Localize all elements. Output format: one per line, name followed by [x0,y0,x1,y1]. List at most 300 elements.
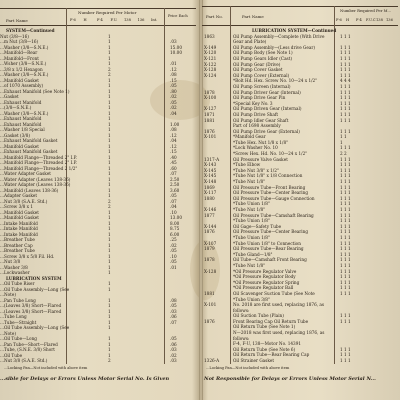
part-name: SYSTEM—Continued [6,28,55,33]
part-name: follows: [233,335,250,341]
part-name: *Tube Hex. Nut 1/8 x 1/8" [233,139,289,145]
quantity: 1 [108,116,111,121]
quantity: 1 1 1 [340,67,351,73]
part-name: *Screw Hex. Hd. No. 10—24 x 1/2" [233,151,308,157]
part-name: *Tube Gland—1/8" [233,251,273,257]
part-number: X-145 [204,173,217,179]
part-name: Oil Pressure Tube—Gauge Connection [233,195,315,201]
part-name: Oil Pump Assembly—(Less drive Gear) [233,44,315,50]
part-name: ...Water Adapter (Leaves 138-36) [0,182,71,187]
price: .05 [170,303,177,308]
part-name: ...Gasket [0,94,19,99]
left-page [0,4,199,396]
part-number: X-101 [204,302,217,308]
part-name: ...Water Adapter Gasket [0,171,51,176]
part-number: 1876 [204,128,215,134]
left-footer: ...sible for Delays or Errors Unless Motor Serial No. Is Given [0,376,170,382]
part-name: Oil Pump Cover Gasket [233,67,283,73]
part-name: Oil Gage—Safety Tube [233,223,282,229]
part-number: X-122 [204,61,217,67]
quantity: 1 [108,132,111,138]
quantity: 1 [108,50,111,55]
quantity: 1 [108,341,111,347]
part-name: *Tube Nut 1/8" [233,207,266,212]
price: .12 [170,143,177,149]
price: .04 [170,138,177,143]
price: .02 [170,352,177,358]
part-name: ...Intake Manifold [0,231,38,237]
quantity: 1 [108,303,111,308]
quantity: 1 [108,39,111,44]
part-name: ...Oil Tube Assembly—Long (See [0,286,70,292]
part-number: X-148 [204,179,217,185]
quantity: 1 [108,149,111,154]
quantity: 1 [340,139,343,145]
part-name: ...Washer 1/8 Special [0,127,45,132]
part-name: *Tube Union 3/8" [233,296,270,302]
part-number: X-128 [204,268,217,274]
part-name: ...Gasket (3/8) [0,132,31,138]
quantity: 1 1 1 [340,83,351,89]
quantity: 1 1 1 [340,246,351,252]
part-name: ...Manifold (Leaves 138-36) [0,187,59,193]
quantity: 1 1 1 [340,100,351,106]
right-number-required-header: Number Required Per M... [340,8,392,13]
column-header: Int. [151,18,158,22]
part-name: ...Water Adapter (Leaves 138-36) [0,176,71,182]
part-number: 1881 [204,290,215,296]
price: .03 [170,347,177,352]
part-name: ...Oil Tube—Long [0,336,37,341]
quantity: 1 1 1 [340,274,351,280]
quantity: 1 1 1 [340,313,351,319]
quantity: 1 [108,154,111,160]
quantity: 1 [108,270,111,275]
quantity: 1 1 1 [340,117,351,123]
quantity: 1 [108,209,111,215]
quantity: 1 1 1 [340,55,351,61]
part-number: X-121 [204,55,217,61]
price: 2.50 [170,176,180,182]
column-header: F.U. [110,18,118,22]
quantity: 1 [108,127,111,132]
price: 10.00 [170,50,182,55]
price: .12 [170,66,177,72]
quantity: 1 [108,61,111,66]
quantity: 2 [108,72,111,77]
quantity: 1 [108,83,111,88]
quantity: 1 [108,242,111,248]
quantity: 1 1 1 [340,285,351,291]
quantity: 1 [108,220,111,226]
part-name: Oil Pump Body (See Note 1) [233,50,293,56]
quantity: 1 [108,165,111,171]
part-name: Oil Pump Screen (Internal) [233,83,291,89]
quantity: 1 1 1 [340,128,351,134]
part-number: X-144 [204,223,217,229]
quantity: 1 [108,264,111,270]
part-name: *Tube Union 1/8" to Connection [233,240,301,246]
header-rule [202,6,398,7]
quantity: 1 1 1 [340,201,351,207]
left-parts-list [0,28,196,364]
table-row [202,358,398,364]
price: .08 [170,127,177,132]
part-name: ...Exhaust Manifold [0,121,42,127]
part-name: LUBRICATION SYSTEM [6,275,62,281]
part-name: ...Note) [0,330,16,336]
part-name: ...Note) [0,292,16,297]
part-name: ...Pan Tube Long [0,297,36,303]
price: 8.00 [170,220,180,226]
part-name: ...Nut 3/8 (S.A.E. Std.) [0,358,48,363]
part-name: ...Manifold Gasket [0,215,39,220]
part-name: ...Tube Long [0,314,27,319]
part-name: *Oil Pressure Regulator Ball [233,285,294,291]
part-name: ...Intake Manifold [0,226,38,231]
quantity: 1 1 1 [340,207,351,212]
part-name: ...Manifold Flange—Threaded 2" I.P. [0,160,77,165]
price: .80 [170,88,177,94]
header-rule [0,8,196,9]
part-number: X-124 [204,72,217,78]
quantity: 1 [108,281,111,286]
quantity: 1 1 1 [340,212,351,218]
left-footnote: ...Locking Pan—Not included with above item [4,366,88,370]
quantity: 1 1 1 [340,251,351,257]
quantity: 1 [108,347,111,352]
part-number: X-149 [204,44,217,50]
part-number: 1326-A [204,358,220,364]
part-name: ...Manifold—Rear [0,50,38,55]
price: .15 [170,77,177,83]
quantity: 2 [108,198,111,204]
column-header: 136 [386,18,393,22]
part-name: ...Pan Tube—Short—Flared [0,341,58,347]
quantity: 1 [108,297,111,303]
part-name: ...Exhaust Manifold [0,99,42,105]
quantity: 1 [108,171,111,176]
column-header: F.U.C [366,18,376,22]
quantity: 1 1 1 [340,257,351,263]
right-part-name-header: Part Name [242,14,264,19]
quantity: 1 [108,325,111,330]
part-name: *Tube Union 1/8" [233,218,270,224]
price: .05 [170,259,177,264]
quantity: 1 1 1 [340,89,351,95]
part-name: *Tube Union 1/8" [233,234,270,240]
part-number: X-146 [204,207,217,212]
price: .03 [170,308,177,314]
quantity: 1 1 1 [340,61,351,67]
quantity: 1 [108,253,111,259]
column-header: F-6 [70,18,76,22]
quantity: 1 [108,55,111,61]
price: 15.00 [170,44,182,50]
part-name: ...Intake Manifold [0,220,38,226]
column-header: 138 [124,18,131,22]
part-name: *Tube Nut 1/8" x 1/8 Connection [233,173,303,179]
quantity: 1 1 1 [340,223,351,229]
quantity: 1 [108,237,111,242]
quantity: 1 [108,110,111,116]
quantity: 1 [108,121,111,127]
part-name: *Tube Nut 1/8" [233,179,266,185]
part-name: ...Manifold Flange—Threaded 2" I.P. [0,154,77,160]
part-name: Oil Scavenger Suction Tube (See Note [233,290,315,296]
part-name: Oil Pump Cover (External) [233,72,290,78]
part-number: X-145 [204,167,217,173]
part-name: ...Nut 3/8 (S.A.E. Std.) [0,198,48,204]
part-name: Oil Pump Driver Gear (Internal) [233,89,301,95]
price: .08 [170,72,177,77]
quantity: 1 [108,105,111,110]
part-name: Oil Return Tube—Rear Bearing Cap [233,352,310,358]
price: .03 [170,39,177,44]
quantity: 1 1 1 [340,290,351,296]
quantity: 1 1 1 [340,352,351,358]
quantity: 1 [108,182,111,187]
quantity: 2 [108,204,111,209]
part-name: ...Exhaust Manifold Gasket [0,138,58,143]
part-number: 1878 [204,89,215,95]
part-number: X-117 [204,190,217,196]
part-name: Oil Pump Idler Gear Shaft [233,117,289,123]
quantity: 1 1 1 [340,156,351,162]
quantity: 1 [108,88,111,94]
part-number: X-101 [204,134,217,140]
part-number: 1876 [204,229,215,235]
quantity: 1 1 1 [340,173,351,179]
header-rule [202,25,398,26]
part-name: ...Tube—Straight [0,319,37,325]
part-number: 1871 [204,111,215,117]
part-name: ...Manifold—Front [0,55,39,61]
part-name: Front Bearing Cap Oil Return Tube [233,318,309,324]
price: .06 [170,314,177,319]
part-name: ...Washer 3/8 [0,264,28,270]
price: .05 [170,193,177,198]
price: .60 [170,165,177,171]
part-name: ...Lockwasher [0,270,30,275]
part-name: ...Manifold Gasket [0,77,39,83]
part-name: ...(3/8—S.N.E.) [0,105,32,110]
price: .01 [170,264,177,270]
part-number: 1879 [204,246,215,252]
price: .40 [170,154,177,160]
part-name: ...Oil Tube Riser [0,281,35,286]
quantity: 1 [108,187,111,193]
price: .02 [170,105,177,110]
column-header: H [83,18,87,22]
part-name: ...Wsher (3/8—S.N.E.) [0,61,47,66]
part-name: *Tube Nut 3/8" x 1/2" [233,167,279,173]
part-name: *Special Key No. 3 [233,100,273,106]
right-footer: Not Responsible for Delays or Errors Unless Motor Serial N... [204,376,376,382]
part-number: 1878 [204,257,215,263]
part-name: Oil Pump Assembly—Complete (With Drive [233,33,325,39]
part-name: Oil Pump Driven Gear (Internal) [233,106,302,112]
part-number: 1317-A [204,156,220,162]
quantity: 1 [108,176,111,182]
column-header: 136 [137,18,145,22]
quantity: 1 [108,77,111,83]
quantity: 1 [108,248,111,253]
column-header: 138 [376,18,383,22]
part-name: Oil Return Tube (See Note 6) [233,346,296,352]
quantity: 1 [108,226,111,231]
quantity: 1 1 1 [340,262,351,268]
part-name: ...Exhaust Manifold [0,116,42,121]
quantity: 1 [108,259,111,264]
price: .07 [170,198,177,204]
price: .05 [170,336,177,341]
left-number-required-header: Number Required Per Motor [78,10,137,15]
part-name: Oil Pressure Tube—Front Bearing [233,184,306,190]
part-name: follows: [233,307,250,313]
quantity: 1 1 1 [340,145,351,151]
part-name: ...Screw 3/8 x 5/8 Fil. Hd. [0,253,55,259]
part-name: *Oil Pressure Regulator Valve [233,268,297,274]
price: .04 [170,204,177,209]
quantity: 1 1 1 [340,44,351,50]
part-name: *Tube Nut 1/8" [233,262,266,268]
part-name: *Oil Pressure Regulator Spring [233,279,300,285]
part-number: 1880 [204,195,215,201]
quantity: 1 1 1 [340,279,351,285]
price: .08 [170,297,177,303]
quantity: 1 [108,215,111,220]
part-number: X-107 [204,240,217,246]
price: 13.00 [170,215,182,220]
price: .01 [170,61,177,66]
quantity: 1 1 1 [340,106,351,112]
part-name: ...Washer (3/8—S.N.E.) [0,44,49,50]
part-number: 1881 [204,117,215,123]
part-name: ...3/8 x 1/2 Hexagon [0,66,43,72]
part-number: X-143 [204,162,217,168]
part-name: ...Washer (3/8—S.N.E.) [0,72,49,77]
part-name: Gear and Plate) [233,39,267,45]
part-name: *Lock Washer No. 10 [233,145,278,151]
part-name: ...Oil Tube [0,352,23,358]
quantity: 1 1 1 [340,318,351,324]
quantity: 1 1 1 [340,33,351,39]
price: .05 [170,99,177,105]
part-name: ...Breather Cap [0,242,33,248]
part-name: ...of 1070 Assembly) [0,83,44,88]
part-name: Oil Pump Drive Gear (External) [233,128,300,134]
part-name: ...Exhaust Manifold (See Note 1) [0,88,70,94]
quantity: 1 1 [340,134,347,140]
part-name: *Tube Union 1/8" [233,201,270,207]
quantity: 1 1 1 [340,190,351,196]
part-name: Oil Pump Gears Idler (Cast) [233,55,293,61]
table-row [0,358,196,364]
part-name: *Oil Pressure Regulator Body [233,274,296,280]
part-name: ...Screw 3/8 x 1 [0,204,34,209]
quantity: 1 [108,44,111,50]
part-name: ...Oil Tube Assembly—Long (See [0,325,70,330]
price: .10 [170,209,177,215]
part-name: ...Exhaust Manifold Gasket [0,149,58,154]
quantity: 1 1 1 [340,50,351,56]
part-name: Oil Pressure Valve Gasket [233,156,288,162]
price: .06 [170,341,177,347]
price: 2.50 [170,182,180,187]
quantity: 1 1 1 [340,111,351,117]
quantity: 1 [108,193,111,198]
part-name: No. 2018 are first used, replacing 1876, as [233,302,325,308]
quantity: 1 1 1 [340,162,351,168]
quantity: 2 [108,358,111,363]
quantity: 1 1 1 [340,358,351,364]
part-name: Oil Pressure Tube—Center Bearing [233,229,309,235]
quantity: 1 [108,143,111,149]
part-name: *Tube Elbow [233,162,261,168]
part-name: LUBRICATION SYSTEM—Continued [252,28,337,33]
part-name: ...Manifold Gasket [0,209,39,215]
quantity: 1 [108,94,111,99]
price: 3.60 [170,187,180,193]
price: .10 [170,253,177,259]
part-number: 1869 [204,184,215,190]
quantity: 1 1 1 [340,268,351,274]
quantity: 1 1 1 [340,72,351,78]
price: .04 [170,110,177,116]
quantity: 1 [108,286,111,292]
right-footnote: ...Locking Pan—Not included with above item [206,366,290,370]
part-name: ...(Leaves 3/8) Short—Flared [0,308,62,314]
left-price-header: Price Each [168,14,188,18]
part-name: ...(Leaves 3/8) Short—Flared [0,303,62,308]
part-name: *Manifold Gear [233,134,266,140]
part-name: Oil Strainer Gasket [233,358,275,364]
part-number: X-127 [204,106,217,112]
part-number: 1877 [204,212,215,218]
part-name: ...Breather Tube [0,248,35,253]
quantity: 1 1 1 [340,346,351,352]
price: .25 [170,237,177,242]
part-number: 1876 [204,318,215,324]
quantity: 1 [108,99,111,105]
header-rule [0,25,196,26]
quantity: 1 [108,314,111,319]
quantity: 1 1 1 [340,240,351,246]
quantity: 1 1 1 [340,195,351,201]
column-header: H [346,18,350,22]
price: 1.00 [170,121,180,127]
part-name: Oil Tube—Camshaft Front Bearing [233,257,307,263]
price: .45 [170,160,177,165]
part-number: X-120 [204,50,217,56]
part-name: Oil Pressure Tube—Center Bearing [233,190,309,196]
column-header: F-4 [356,18,362,22]
right-page [202,4,398,396]
part-number: X-100 [204,95,217,101]
quantity: 1 [108,231,111,237]
price: .07 [170,319,177,325]
part-name: ...Adapter Gasket [0,193,38,198]
part-name: N—2018 was first used, replacing 1876, as [233,330,325,336]
part-name: Nut (3/8—16) [0,33,29,39]
quantity: 2 [108,66,111,72]
quantity: 4 4 4 [340,78,351,84]
part-name: ...Nut 3/8 [0,259,21,264]
quantity: 1 [108,336,111,341]
part-name: ...Manifold Gasket [0,143,39,149]
price: .03 [170,358,177,363]
